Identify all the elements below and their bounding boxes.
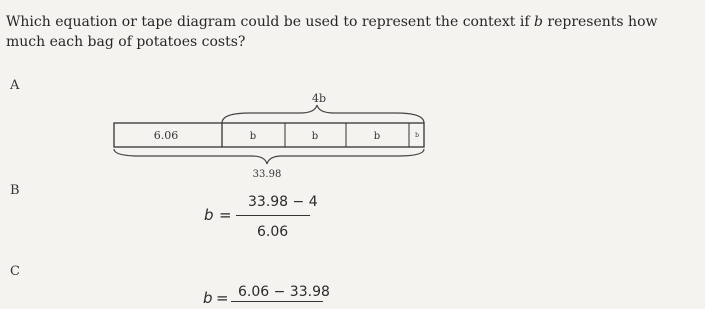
option-a-label[interactable]: A (10, 78, 20, 93)
tape-segment-6-06: 6.06 (153, 129, 179, 142)
equation-c-variable: b (203, 289, 213, 307)
option-b-label[interactable]: B (10, 183, 20, 198)
equation-c-numerator: 6.06 − 33.98 (238, 284, 330, 300)
tape-segment-b: b (311, 131, 319, 142)
bottom-brace-label: 33.98 (252, 169, 282, 180)
tape-segment-b: b (373, 131, 381, 142)
equation-b-numerator: 33.98 − 4 (248, 194, 318, 210)
question-text (6, 12, 696, 52)
bottom-brace (114, 149, 424, 164)
equation-c-equals: = (216, 289, 229, 307)
equation-b-denominator: 6.06 (257, 224, 289, 240)
tape-segment-b: b (249, 131, 257, 142)
top-brace-label: 4b (311, 92, 327, 105)
fraction-bar (231, 301, 323, 302)
equation-b-variable: b (204, 206, 214, 224)
fraction-bar (236, 215, 310, 216)
equation-b-equals: = (219, 206, 232, 224)
top-brace (222, 105, 424, 123)
tape-segment-b: b (415, 132, 419, 139)
option-c-label[interactable]: C (10, 264, 20, 279)
question-text-start: Which equation or tape diagram could be used to represent the context if (6, 14, 534, 30)
tape-diagram (110, 92, 430, 184)
question-variable: b (533, 14, 543, 30)
question-text-end: represents how much each bag of potatoes costs? (6, 14, 658, 50)
